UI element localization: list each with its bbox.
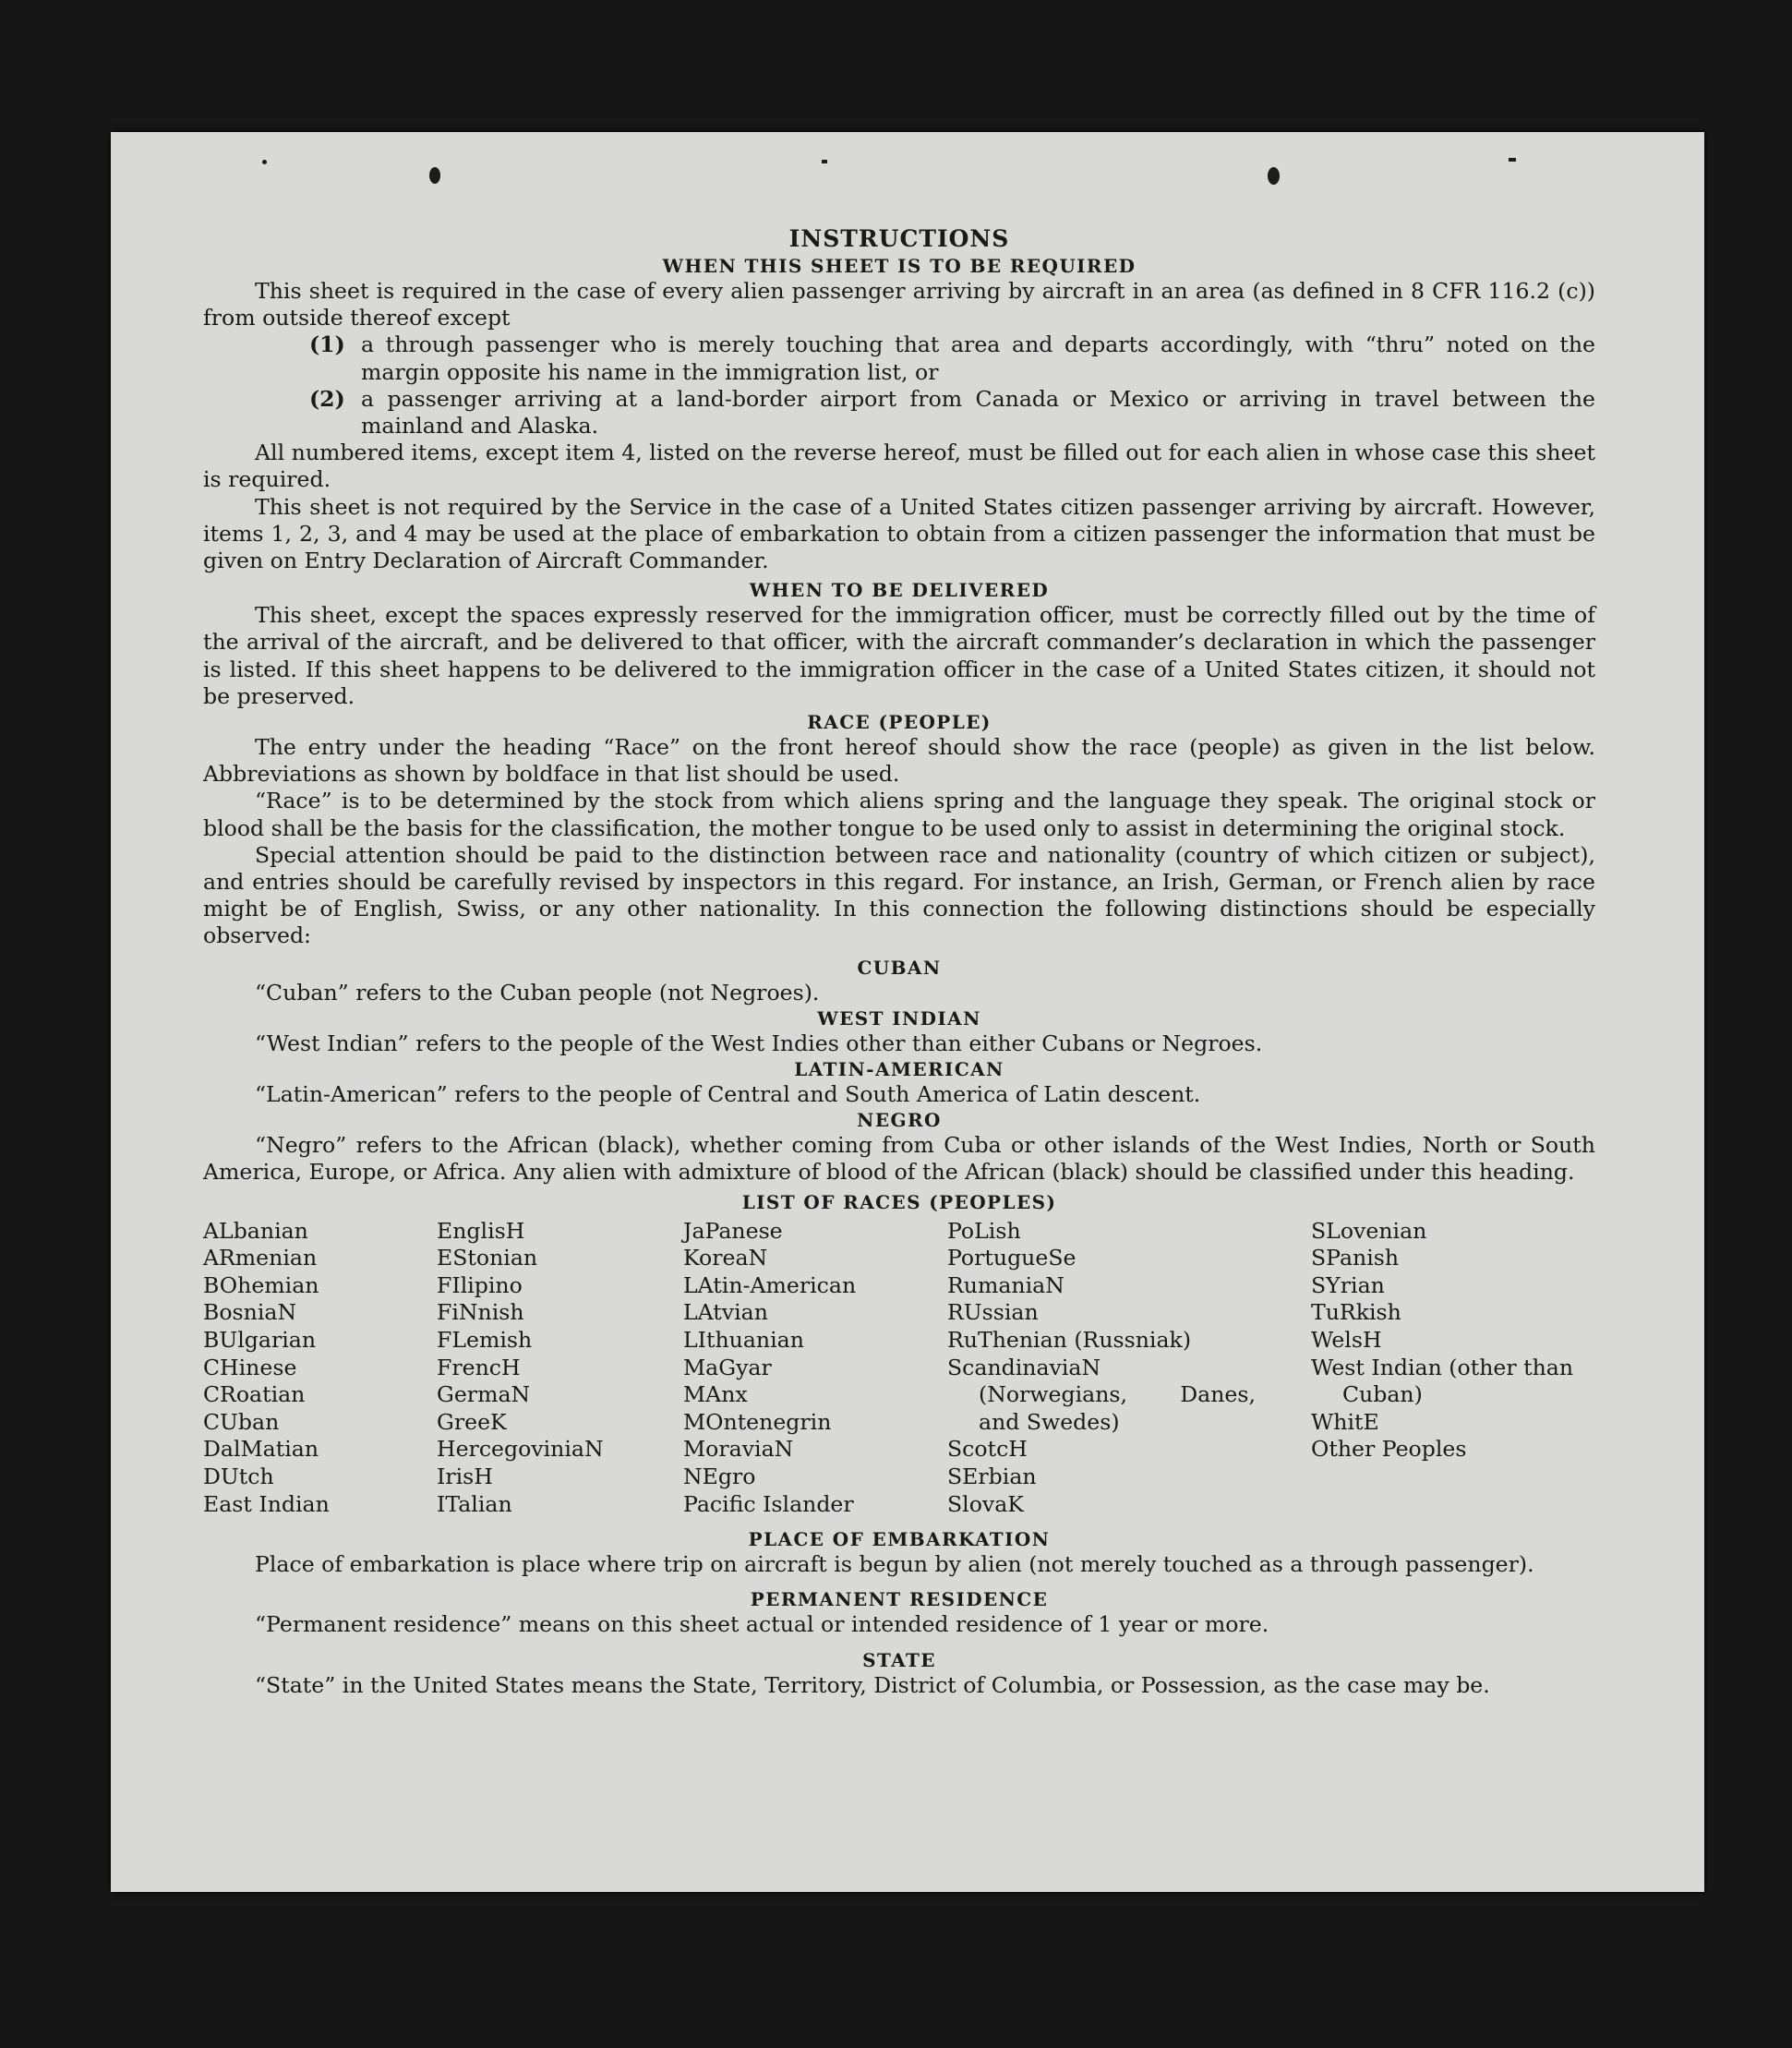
race-entry: GermaN [437,1381,531,1408]
race-entry: WelsH [1311,1327,1382,1354]
race-entry: MoraviaN [683,1436,794,1463]
race-entry: FiNnish [437,1299,524,1326]
races-column [683,1218,947,1519]
paragraph-race-stock: “Race” is to be determined by the stock from which aliens spring and the language they speak. The original stock or blood shall be the basis for the classification, the mother tongue to be used only to assist in determining the original stock. [203,788,1595,841]
race-entry: HercegoviniaN [437,1436,604,1463]
race-entry: MaGyar [683,1354,772,1380]
paragraph-race-entry: The entry under the heading “Race” on the front hereof should show the race (people) as given in the list below. Abbreviations as shown by boldface in that list should be used. [203,734,1595,788]
exception-item [203,331,1595,385]
race-entry: PoLish [947,1217,1021,1244]
race-entry: BosniaN [203,1299,297,1326]
paragraph-delivered: This sheet, except the spaces expressly reserved for the immigration officer, must be correctly filled out by the time of the arrival of the aircraft, and be delivered to that officer, with the aircraft commander’s declaration in which the passenger is listed. If this sheet happens to be delivered to the immigration officer in the case of a United States citizen, it should not be preserved. [203,602,1595,709]
when-required-heading: WHEN THIS SHEET IS TO BE REQUIRED [662,255,1137,277]
race-entry: SPanish [1311,1245,1400,1271]
when-delivered-heading: WHEN TO BE DELIVERED [749,579,1050,602]
race-entry: CHinese [203,1354,297,1380]
race-entry: FIlipino [437,1271,523,1298]
speck-mark [822,160,827,163]
race-entry: LAtin-American [683,1271,857,1298]
paragraph-required: This sheet is required in the case of every alien passenger arriving by aircraft in an area (as defined in 8 CFR 116.2 (c)) from outside thereof except [203,278,1595,331]
race-entry: KoreaN [683,1245,768,1271]
negro-definition: “Negro” refers to the African (black), whether coming from Cuba or other islands of the West Indies, North or South America, Europe, or Africa. Any alien with admixture of blood of the African (black) should be classified under this heading. [203,1132,1595,1186]
race-entry: NEgro [683,1464,756,1490]
race-entry: BUlgarian [203,1327,317,1354]
west-indian-heading: WEST INDIAN [817,1006,981,1030]
races-column [947,1218,1311,1519]
race-entry: PortugueSe [947,1245,1076,1271]
race-entry: CRoatian [203,1381,306,1408]
race-entry: LIthuanian [683,1327,804,1354]
race-entry: SLovenian [1311,1217,1427,1244]
item-text: a passenger arriving at a land-border airport from Canada or Mexico or arriving in travel between the mainland and Alaska. [361,385,1595,440]
document-sheet [111,132,1704,1892]
race-entry: GreeK [437,1408,507,1435]
race-entry: ITalian [437,1490,512,1517]
paragraph-numbered-items: All numbered items, except item 4, listed on the reverse hereof, must be filled out for each alien in whose case this sheet is required. [203,440,1595,493]
punch-hole-left [429,167,440,184]
latin-american-definition: “Latin-American” refers to the people of Central and South America of Latin descent. [255,1081,1201,1108]
item-number: (2) [309,385,345,412]
race-entry: FLemish [437,1327,533,1354]
west-indian-definition: “West Indian” refers to the people of the West Indies other than either Cubans or Negroes. [255,1030,1263,1056]
race-entry: DUtch [203,1464,274,1490]
races-column [1311,1218,1595,1519]
races-column [437,1218,683,1519]
speck-mark [262,160,267,164]
speck-mark [1509,158,1516,162]
race-entry: FrencH [437,1354,521,1380]
race-entry: WhitE [1311,1408,1379,1435]
race-entry: EnglisH [437,1217,525,1244]
race-entry: SYrian [1311,1271,1385,1298]
exception-item [203,386,1595,440]
punch-hole-right [1268,167,1280,185]
race-entry: Other Peoples [1311,1436,1467,1463]
instructions-title: INSTRUCTIONS [788,225,1010,252]
race-entry: BOhemian [203,1271,319,1298]
latin-american-heading: LATIN-AMERICAN [794,1058,1004,1081]
race-entry: SlovaK [947,1490,1024,1517]
race-entry: West Indian (other than Cuban) [1311,1354,1574,1408]
race-entry: DalMatian [203,1436,319,1463]
race-entry: RuThenian (Russniak) [947,1327,1192,1354]
race-entry: Pacific Islander [683,1490,854,1517]
cuban-definition: “Cuban” refers to the Cuban people (not Negroes). [255,979,820,1006]
paragraph-race-nationality: Special attention should be paid to the distinction between race and nationality (country of which citizen or subject), and entries should be carefully revised by inspectors in this regard. For instance, an Irish, German, or French alien by race might be of English, Swiss, or any other nationality. In this connection the following distinctions should be especially observed: [203,841,1595,949]
race-entry: EStonian [437,1245,538,1271]
race-entry: IrisH [437,1464,493,1490]
race-entry: ScotcH [947,1436,1028,1463]
item-text: a through passenger who is merely touching that area and departs accordingly, with “thru” noted on the margin opposite his name in the immigration list, or [361,331,1595,385]
list-of-races-heading: LIST OF RACES (PEOPLES) [741,1190,1057,1213]
race-entry: RumaniaN [947,1271,1064,1298]
race-entry: ScandinaviaN (Norwegians, Danes, and Swedes) [947,1354,1256,1435]
race-entry: RUssian [947,1299,1039,1326]
races-list [203,1218,1595,1519]
race-entry: JaPanese [683,1217,783,1244]
residence-definition: “Permanent residence” means on this sheet actual or intended residence of 1 year or more. [255,1611,1269,1638]
state-definition: “State” in the United States means the State, Territory, District of Columbia, or Possession, as the case may be. [255,1671,1490,1698]
negro-heading: NEGRO [857,1109,942,1132]
race-entry: CUban [203,1408,280,1435]
race-entry: East Indian [203,1490,330,1517]
instructions-text [203,224,1595,1699]
race-entry: ALbanian [203,1217,308,1244]
place-of-embarkation-heading: PLACE OF EMBARKATION [748,1528,1051,1551]
state-heading: STATE [862,1648,936,1671]
race-entry: LAtvian [683,1299,768,1326]
race-entry: MOntenegrin [683,1408,832,1435]
permanent-residence-heading: PERMANENT RESIDENCE [750,1588,1049,1611]
race-heading: RACE (PEOPLE) [807,711,992,734]
race-entry: ARmenian [203,1245,318,1271]
race-entry: SErbian [947,1464,1037,1490]
cuban-heading: CUBAN [857,956,942,979]
races-column [203,1218,437,1519]
paragraph-citizen: This sheet is not required by the Service in the case of a United States citizen passenger arriving by aircraft. However, items 1, 2, 3, and 4 may be used at the place of embarkation to obtain from a citizen passenger the information that must be given on Entry Declaration of Aircraft Commander. [203,493,1595,574]
item-number: (1) [309,331,345,358]
race-entry: MAnx [683,1381,748,1408]
embarkation-definition: Place of embarkation is place where trip on aircraft is begun by alien (not merely touched as a through passenger). [255,1551,1534,1578]
race-entry: TuRkish [1311,1299,1401,1326]
